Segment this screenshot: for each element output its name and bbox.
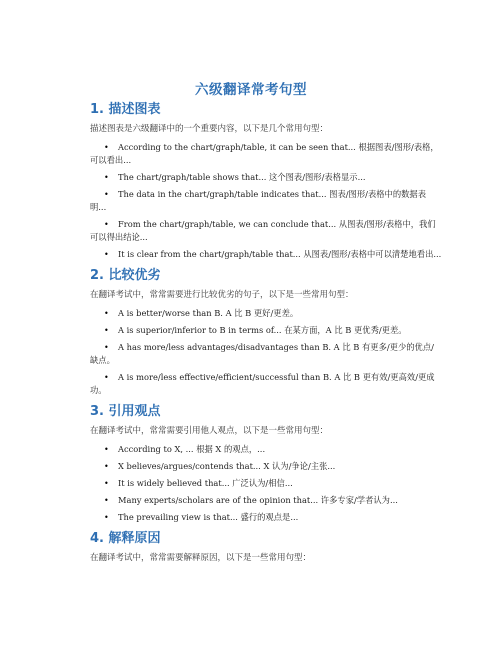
section-explain-reasons [90, 529, 442, 565]
bullet-icon: • [104, 445, 109, 454]
list-item: • The prevailing view is that... 盛行的观点是... [104, 512, 299, 522]
bullet-icon: • [104, 479, 109, 488]
bullet-icon: • [104, 343, 109, 352]
section-describe-charts [90, 100, 442, 261]
bullet-icon: • [104, 462, 109, 471]
bullet-icon: • [104, 190, 109, 199]
list-item: • X believes/argues/contends that... X 认为/争论/主张... [104, 461, 336, 471]
bullet-icon: • [104, 143, 109, 152]
section-heading: 2. 比较优劣 [90, 268, 161, 283]
section-heading: 3. 引用观点 [90, 404, 161, 419]
list-item: • A has more/less advantages/disadvantages than B. A 比 B 有更多/更少的优点/缺点。 [90, 342, 434, 365]
list-item: • According to X, ... 根据 X 的观点，... [104, 444, 266, 454]
bullet-icon: • [104, 496, 109, 505]
list-item: • A is more/less effective/efficient/successful than B. A 比 B 更有效/更高效/更成功。 [90, 372, 435, 395]
list-item: • According to the chart/graph/table, it can be seen that... 根据图表/图形/表格，可以看出... [90, 142, 439, 165]
section-intro: 在翻译考试中，常常需要解释原因，以下是一些常用句型： [90, 553, 312, 563]
section-heading: 1. 描述图表 [90, 102, 161, 117]
list-item: • From the chart/graph/table, we can conclude that... 从图表/图形/表格中，我们可以得出结论... [90, 219, 436, 242]
section-intro: 在翻译考试中，常常需要进行比较优劣的句子，以下是一些常用句型： [90, 290, 354, 300]
bullet-icon: • [104, 513, 109, 522]
bullet-icon: • [104, 173, 109, 182]
section-heading: 4. 解释原因 [90, 531, 161, 546]
section-compare [90, 266, 442, 397]
section-intro: 在翻译考试中，常常需要引用他人观点，以下是一些常用句型： [90, 426, 329, 436]
section-quote-views [90, 402, 442, 524]
bullet-icon: • [104, 309, 109, 318]
list-item: • It is clear from the chart/graph/table that... 从图表/图形/表格中可以清楚地看出... [104, 249, 442, 259]
list-item: • A is superior/inferior to B in terms of... 在某方面，A 比 B 更优秀/更差。 [104, 325, 407, 335]
bullet-icon: • [104, 220, 109, 229]
list-item: • The data in the chart/graph/table indicates that... 图表/图形/表格中的数据表明... [90, 189, 427, 212]
section-intro: 描述图表是六级翻译中的一个重要内容，以下是几个常用句型： [90, 124, 329, 134]
sentence-list [90, 443, 442, 524]
list-item: • The chart/graph/table shows that... 这个图表/图形/表格显示... [104, 172, 366, 182]
list-item: • It is widely believed that... 广泛认为/相信... [104, 478, 293, 488]
sentence-list [90, 141, 442, 261]
document-body [90, 100, 442, 570]
list-item: • Many experts/scholars are of the opinion that... 许多专家/学者认为... [104, 495, 398, 505]
bullet-icon: • [104, 326, 109, 335]
sentence-list [90, 307, 442, 397]
page-title: 六级翻译常考句型 [195, 82, 307, 98]
list-item: • A is better/worse than B. A 比 B 更好/更差。 [104, 308, 299, 318]
bullet-icon: • [104, 373, 109, 382]
bullet-icon: • [104, 250, 109, 259]
